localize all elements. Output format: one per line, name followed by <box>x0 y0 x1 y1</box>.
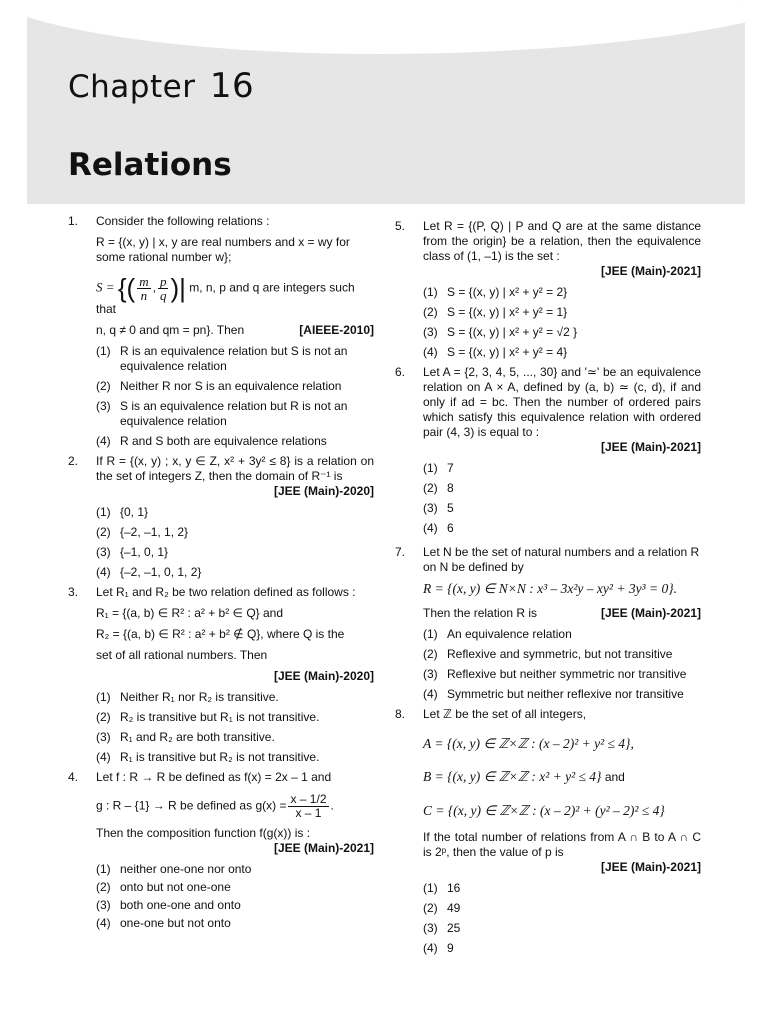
question-rest: Then the composition function f(g(x)) is : <box>96 826 311 840</box>
option-4[interactable]: (4) {–2, –1, 0, 1, 2} <box>96 565 202 579</box>
function-g: g : R – {1} → R be defined as g(x) = $\frac{x - 1/2}{x - 1}$ . <box>96 792 334 820</box>
question-rest: Then the relation R is [JEE (Main)-2021] <box>423 606 701 620</box>
option-1[interactable]: (1) Neither R₁ nor R₂ is transitive. <box>96 690 279 704</box>
condition: n, q ≠ 0 and qm = pn}. Then [AIEEE-2010] <box>96 323 374 337</box>
question-number: 1. <box>68 214 79 228</box>
chapter-title: Relations <box>68 147 232 183</box>
option-3[interactable]: (3) S = {(x, y) | x² + y² = √2 } <box>423 325 578 339</box>
exam-tag: [JEE (Main)-2020] <box>273 669 374 683</box>
exam-tag: [JEE (Main)-2021] <box>600 264 701 278</box>
question-text: If R = {(x, y) ; x, y ∈ Z, x² + 3y² ≤ 8} is a relation on the set of integers Z, then the domain of R⁻¹ is <box>96 454 374 483</box>
question-rest: set of all rational numbers. Then <box>96 648 268 662</box>
set-b: B = {(x, y) ∈ ℤ×ℤ : x² + y² ≤ 4} and <box>423 769 625 784</box>
exam-tag: [JEE (Main)-2021] <box>273 841 374 855</box>
option-4[interactable]: (4) 9 <box>423 941 454 955</box>
set-c: C = {(x, y) ∈ ℤ×ℤ : (x – 2)² + (y² – 2)² ≤ 4} <box>423 803 665 818</box>
option-2[interactable]: (2) onto but not one-one <box>96 880 231 894</box>
option-1[interactable]: (1) R is an equivalence relation but S is not an equivalence relation <box>96 344 348 373</box>
option-3[interactable]: (3) R₁ and R₂ are both transitive. <box>96 730 275 744</box>
option-2[interactable]: (2) R₂ is transitive but R₁ is not transitive. <box>96 710 320 724</box>
option-2[interactable]: (2) Neither R nor S is an equivalence relation <box>96 379 342 393</box>
option-2[interactable]: (2) {–2, –1, 1, 2} <box>96 525 189 539</box>
option-3[interactable]: (3) Reflexive but neither symmetric nor transitive <box>423 667 687 681</box>
question-2: 2. If R = {(x, y) ; x, y ∈ Z, x² + 3y² ≤ 8} is a relation on the set of integers Z, then the domain of R⁻¹ is [JEE (Main)-2020] (1) {0, 1} (2) {–2, –1, 1, 2} (3) {–1, 0, 1} (4) {–2, –1, 0, 1, 2} <box>68 454 374 579</box>
option-2[interactable]: (2) 49 <box>423 901 461 915</box>
option-4[interactable]: (4) R and S both are equivalence relations <box>96 434 327 448</box>
option-2[interactable]: (2) S = {(x, y) | x² + y² = 1} <box>423 305 568 319</box>
right-column <box>395 219 701 965</box>
option-1[interactable]: (1) {0, 1} <box>96 505 149 519</box>
exam-tag: [AIEEE-2010] <box>299 323 374 337</box>
option-4[interactable]: (4) 6 <box>423 521 454 535</box>
option-1[interactable]: (1) An equivalence relation <box>423 627 572 641</box>
set-a: A = {(x, y) ∈ ℤ×ℤ : (x – 2)² + y² ≤ 4}, <box>423 736 634 751</box>
question-text: Let A = {2, 3, 4, 5, ..., 30} and '≃' be an equivalence relation on A × A, defined by (a, b) ≃ (c, d), if and only if ad = bc. Then the number of ordered pairs which satisfy this equivalence relation with ordered pair (4, 3) is equal to : <box>423 365 701 439</box>
question-text: Let f : R → R be defined as f(x) = 2x – 1 and <box>96 770 332 784</box>
question-8: 8. Let ℤ be the set of all integers, A = {(x, y) ∈ ℤ×ℤ : (x – 2)² + y² ≤ 4}, B = {(x, y) ∈ ℤ×ℤ : x² + y² ≤ 4} and C = {(x, y) ∈ ℤ×ℤ : (x – 2)² + (y² – 2)² ≤ 4} If the total number of relations from A ∩ B to A ∩ C is 2ᵖ, then the value of p is [JEE (Main)-2021] (1) 16 (2) 49 (3) 25 (4) 9 <box>395 707 701 961</box>
question-5: 5. Let R = {(P, Q) | P and Q are at the same distance from the origin} be a relation, then the equivalence class of (1, –1) is the set : [JEE (Main)-2021] (1) S = {(x, y) | x² + y² = 2} (2) S = {(x, y) | x² + y² = 1} (3) S = {(x, y) | x² + y² = √2 } (4) S = {(x, y) | x² + y² = 4} <box>395 219 701 359</box>
options-grid <box>423 461 701 541</box>
option-1[interactable]: (1) 16 <box>423 881 461 895</box>
exam-tag: [JEE (Main)-2020] <box>273 484 374 498</box>
option-2[interactable]: (2) 8 <box>423 481 454 495</box>
chapter-number: 16 <box>209 66 255 106</box>
relation-s: S = {( $\frac{m}{n}$ , $\frac{p}{q}$ )| m, n, p and q are integers such that <box>96 273 355 316</box>
exam-tag: [JEE (Main)-2021] <box>600 860 701 874</box>
left-column <box>68 214 374 935</box>
option-3[interactable]: (3) 25 <box>423 921 461 935</box>
option-1[interactable]: (1) neither one-one nor onto <box>96 862 252 876</box>
option-1[interactable]: (1) 7 <box>423 461 454 475</box>
question-7: 7. Let N be the set of natural numbers and a relation R on N be defined by R = {(x, y) ∈ N×N : x³ – 3x²y – xy² + 3y³ = 0}. Then the relation R is [JEE (Main)-2021] (1) An equivalence relation (2) Reflexive and symmetric, but not transitive (3) Reflexive but neither symmetric nor transitive (4) Symmetric but neither reflexive nor transitive <box>395 545 701 701</box>
question-3: 3. Let R₁ and R₂ be two relation defined as follows : R₁ = {(a, b) ∈ R² : a² + b² ∈ Q} and R₂ = {(a, b) ∈ R² : a² + b² ∉ Q}, where Q is the set of all rational numbers. Then [JEE (Main)-2020] (1) Neither R₁ nor R₂ is transitive. (2) R₂ is transitive but R₁ is not transitive. (3) R₁ and R₂ are both transitive. (4) R₁ is transitive but R₂ is not transitive. <box>68 585 374 764</box>
question-rest: If the total number of relations from A ∩ B to A ∩ C is 2ᵖ, then the value of p is <box>423 830 701 859</box>
question-text: Let R₁ and R₂ be two relation defined as follows : <box>96 585 356 599</box>
chapter-label: Chapter 16 <box>68 66 255 106</box>
option-3[interactable]: (3) both one-one and onto <box>96 898 241 912</box>
option-4[interactable]: (4) S = {(x, y) | x² + y² = 4} <box>423 345 568 359</box>
question-text: Let R = {(P, Q) | P and Q are at the same distance from the origin} be a relation, then the equivalence class of (1, –1) is the set : <box>423 219 701 263</box>
question-text: Let ℤ be the set of all integers, <box>423 707 587 721</box>
exam-tag: [JEE (Main)-2021] <box>600 606 701 620</box>
option-4[interactable]: (4) R₁ is transitive but R₂ is not transitive. <box>96 750 320 764</box>
relation-r2: R₂ = {(a, b) ∈ R² : a² + b² ∉ Q}, where Q is the <box>96 627 345 641</box>
relation-r1: R₁ = {(a, b) ∈ R² : a² + b² ∈ Q} and <box>96 606 284 620</box>
exam-tag: [JEE (Main)-2021] <box>600 440 701 454</box>
option-2[interactable]: (2) Reflexive and symmetric, but not transitive <box>423 647 673 661</box>
question-text: Let N be the set of natural numbers and a relation R on N be defined by <box>423 545 700 574</box>
relation-r: R = {(x, y) | x, y are real numbers and x = wy for some rational number w}; <box>96 235 350 264</box>
question-1 <box>68 214 374 449</box>
option-4[interactable]: (4) one-one but not onto <box>96 916 231 930</box>
question-text: Consider the following relations : <box>96 214 270 228</box>
option-3[interactable]: (3) S is an equivalence relation but R is not an equivalence relation <box>96 399 348 428</box>
option-3[interactable]: (3) 5 <box>423 501 454 515</box>
question-4: 4. Let f : R → R be defined as f(x) = 2x – 1 and g : R – {1} → R be defined as g(x) = $\frac{x - 1/2}{x - 1}$ . Then the composition function f(g(x)) is : [JEE (Main)-2021] (1) neither one-one nor onto (2) onto but not one-one (3) both one-one and onto (4) one-one but not onto <box>68 770 374 930</box>
question-6: 6. Let A = {2, 3, 4, 5, ..., 30} and '≃' be an equivalence relation on A × A, defined by (a, b) ≃ (c, d), if and only if ad = bc. Then the number of ordered pairs which satisfy this equivalence relation with ordered pair (4, 3) is equal to : [JEE (Main)-2021] (1) 7 (2) 8 (3) 5 (4) 6 <box>395 365 701 541</box>
option-3[interactable]: (3) {–1, 0, 1} <box>96 545 169 559</box>
option-4[interactable]: (4) Symmetric but neither reflexive nor transitive <box>423 687 684 701</box>
option-1[interactable]: (1) S = {(x, y) | x² + y² = 2} <box>423 285 568 299</box>
relation-formula: R = {(x, y) ∈ N×N : x³ – 3x²y – xy² + 3y³ = 0}. <box>423 581 677 596</box>
options-grid <box>423 881 701 961</box>
